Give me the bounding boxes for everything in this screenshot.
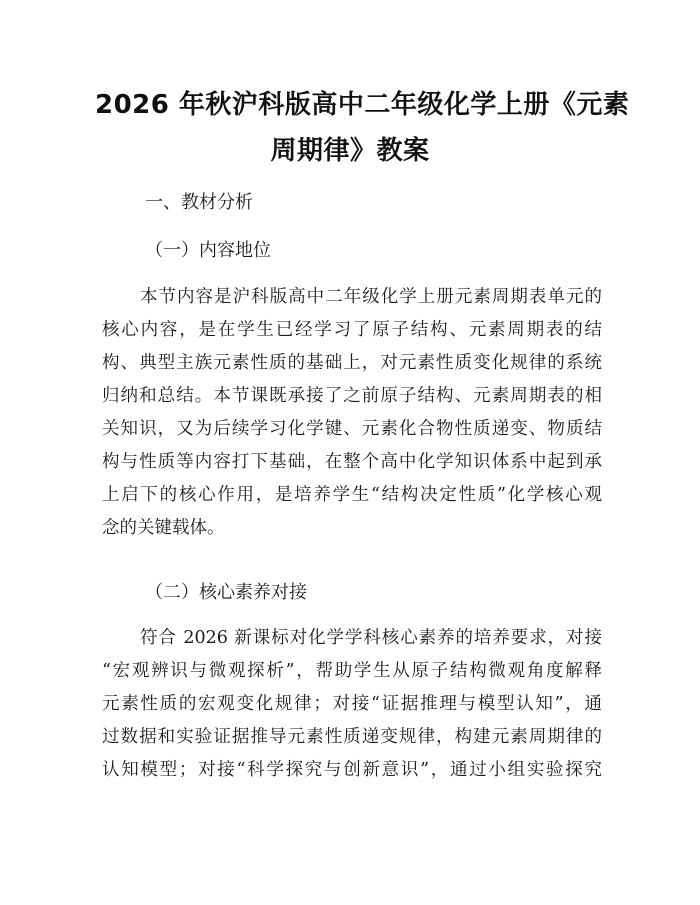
paragraph-line: 核心内容，是在学生已经学习了原子结构、元素周期表的结 bbox=[102, 320, 602, 340]
section-heading-textbook-analysis: 一、教材分析 bbox=[145, 192, 253, 213]
title-line: 2026 年秋沪科版高中二年级化学上册《元素 bbox=[95, 90, 630, 120]
paragraph-line: 本节内容是沪科版高中二年级化学上册元素周期表单元的 bbox=[140, 287, 602, 307]
document-title bbox=[95, 82, 630, 174]
paragraph-line: 念的关键载体。 bbox=[102, 518, 225, 538]
paragraph-line: 关知识，又为后续学习化学键、元素化合物性质递变、物质结 bbox=[102, 419, 602, 439]
paragraph-line: 构、典型主族元素性质的基础上，对元素性质变化规律的系统 bbox=[102, 353, 602, 373]
title-line: 周期律》教案 bbox=[270, 136, 430, 166]
paragraph-content-position bbox=[102, 281, 602, 545]
paragraph-line: 过数据和实验证据推导元素性质递变规律，构建元素周期律的 bbox=[102, 727, 602, 747]
paragraph-line: 构与性质等内容打下基础，在整个高中化学知识体系中起到承 bbox=[102, 452, 602, 472]
paragraph-line: 认知模型；对接“科学探究与创新意识”，通过小组实验探究 bbox=[102, 760, 602, 780]
paragraph-line: 归纳和总结。本节课既承接了之前原子结构、元素周期表的相 bbox=[102, 386, 602, 406]
subsection-heading-content-position: （一）内容地位 bbox=[145, 240, 271, 261]
paragraph-line: 元素性质的宏观变化规律；对接“证据推理与模型认知”，通 bbox=[102, 694, 602, 714]
paragraph-line: 上启下的核心作用，是培养学生“结构决定性质”化学核心观 bbox=[102, 485, 602, 505]
paragraph-line: “宏观辨识与微观探析”，帮助学生从原子结构微观角度解释 bbox=[102, 661, 602, 681]
subsection-heading-core-literacy: （二）核心素养对接 bbox=[145, 582, 307, 603]
paragraph-core-literacy bbox=[102, 622, 602, 787]
paragraph-line: 符合 2026 新课标对化学学科核心素养的培养要求，对接 bbox=[140, 628, 602, 648]
